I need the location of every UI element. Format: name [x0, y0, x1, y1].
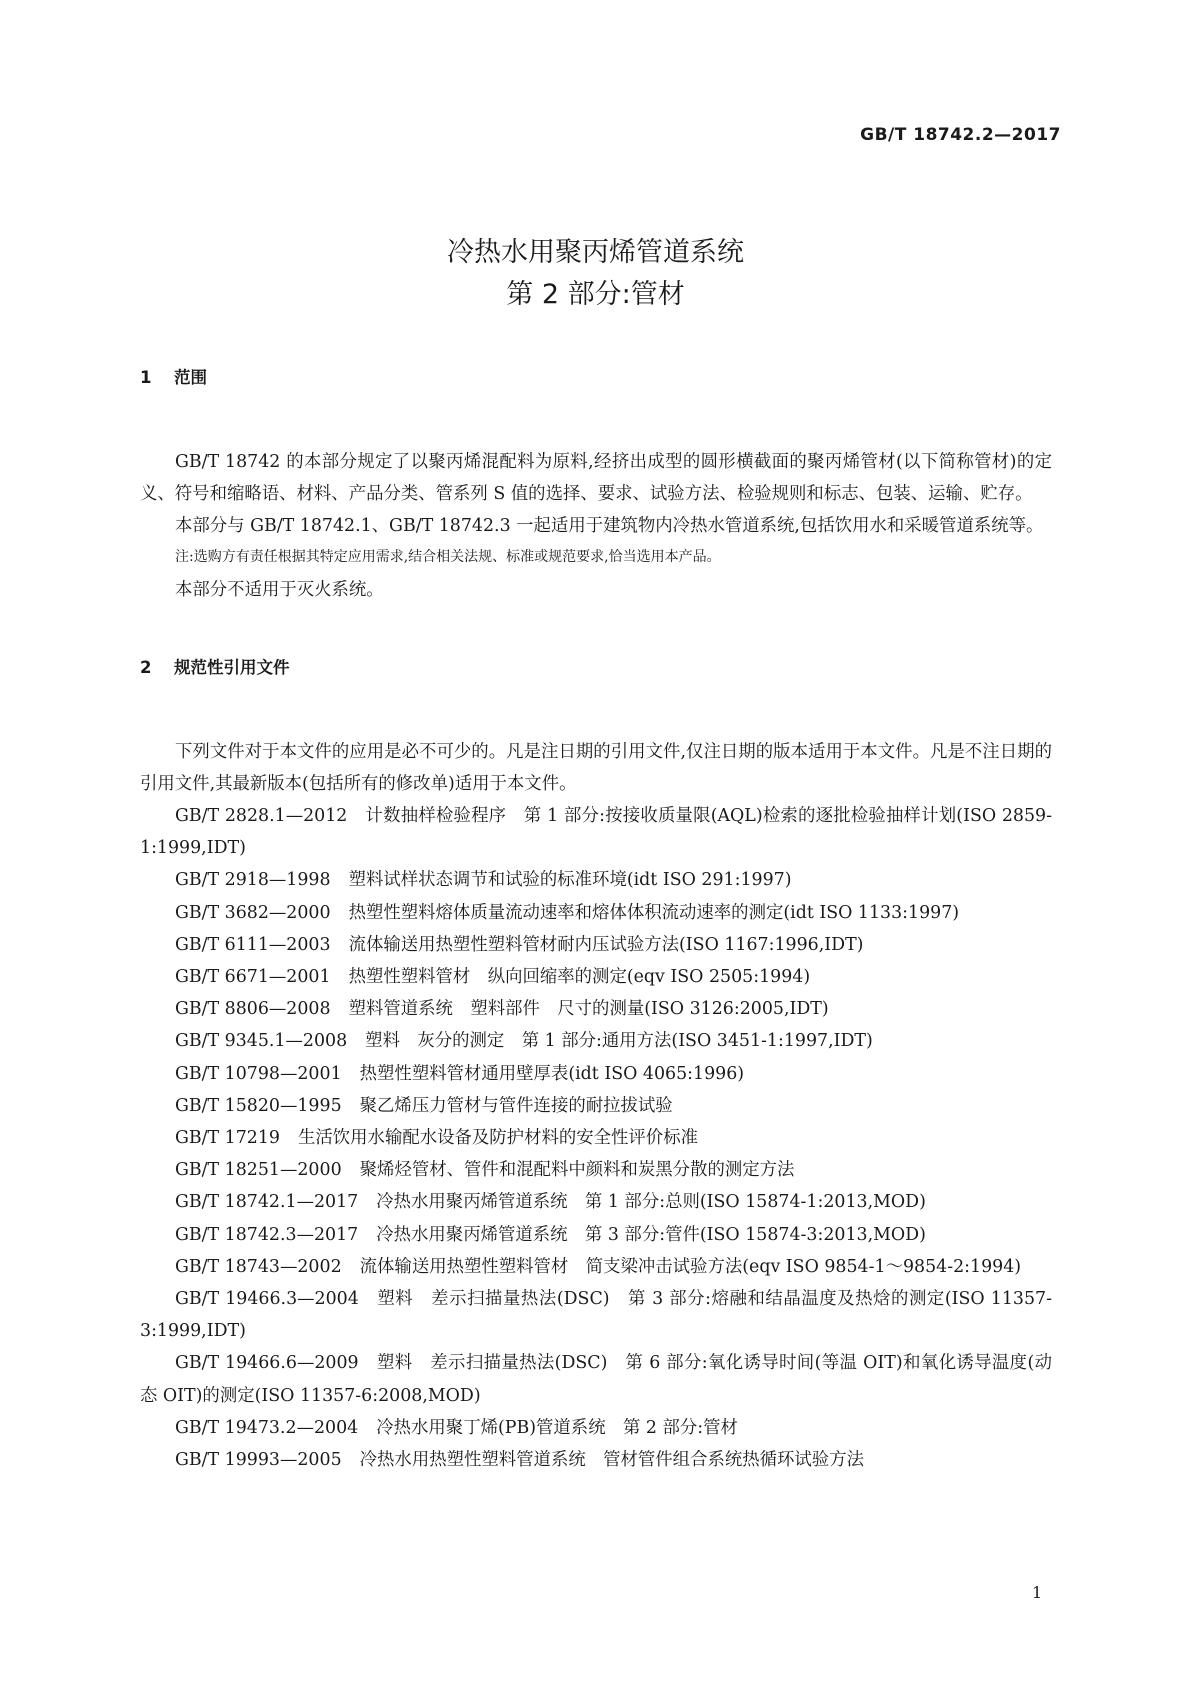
references-intro: 下列文件对于本文件的应用是必不可少的。凡是注日期的引用文件,仅注日期的版本适用于本文件。凡是不注日期的引用文件,其最新版本(包括所有的修改单)适用于本文件。: [140, 742, 1052, 794]
reference-item: [140, 1186, 1052, 1218]
reference-code: GB/T 6671—2001: [175, 967, 331, 988]
title-line-1: 冷热水用聚丙烯管道系统: [447, 237, 744, 268]
reference-code: GB/T 8806—2008: [175, 999, 331, 1020]
document-title: [0, 232, 1191, 316]
reference-code: GB/T 18251—2000: [175, 1160, 342, 1181]
reference-title: 冷热水用聚丙烯管道系统 第 1 部分:总则(ISO 15874-1:2013,MOD): [376, 1192, 926, 1213]
section-1-heading: [140, 368, 1052, 404]
reference-item: [140, 1412, 1052, 1444]
reference-item: [140, 1058, 1052, 1090]
reference-item: [140, 1444, 1052, 1476]
reference-item: [140, 1219, 1052, 1251]
reference-code: GB/T 19466.6—2009: [175, 1353, 359, 1374]
reference-code: GB/T 6111—2003: [175, 934, 331, 955]
reference-code: GB/T 10798—2001: [175, 1063, 342, 1084]
reference-code: GB/T 2828.1—2012: [175, 806, 348, 826]
reference-title: 塑料 差示扫描量热法(DSC) 第 6 部分:氧化诱导时间(等温 OIT)和氧化诱导温度(动态 OIT)的测定(ISO 11357-6:2008,MOD): [140, 1353, 1052, 1406]
section-2-heading: [140, 658, 1052, 694]
section-2-title: 规范性引用文件: [174, 658, 290, 677]
reference-item: [140, 993, 1052, 1025]
reference-code: GB/T 19473.2—2004: [175, 1417, 359, 1438]
reference-title: 冷热水用热塑性塑料管道系统 管材管件组合系统热循环试验方法: [359, 1450, 864, 1471]
scope-paragraph-1: GB/T 18742 的本部分规定了以聚丙烯混配料为原料,经挤出成型的圆形横截面的聚丙烯管材(以下简称管材)的定义、符号和缩略语、材料、产品分类、管系列 S 值的选择、要求、试验方法、检验规则和标志、包装、运输、贮存。: [140, 452, 1052, 504]
reference-item: [140, 1122, 1052, 1154]
reference-code: GB/T 15820—1995: [175, 1095, 342, 1116]
reference-title: 聚乙烯压力管材与管件连接的耐拉拔试验: [359, 1095, 673, 1116]
reference-code: GB/T 17219: [175, 1128, 280, 1149]
reference-item: [140, 929, 1052, 961]
document-body: [140, 368, 1052, 1476]
reference-title: 热塑性塑料熔体质量流动速率和熔体体积流动速率的测定(idt ISO 1133:1997): [348, 902, 960, 923]
reference-code: GB/T 2918—1998: [175, 870, 331, 891]
reference-title: 塑料 灰分的测定 第 1 部分:通用方法(ISO 3451-1:1997,IDT): [365, 1031, 873, 1052]
reference-code: GB/T 18743—2002: [175, 1256, 342, 1277]
reference-item: [140, 864, 1052, 896]
reference-item: [140, 1025, 1052, 1057]
reference-item: [140, 961, 1052, 993]
reference-title: 热塑性塑料管材通用壁厚表(idt ISO 4065:1996): [359, 1063, 745, 1084]
reference-title: 塑料试样状态调节和试验的标准环境(idt ISO 291:1997): [348, 870, 792, 891]
reference-item: [140, 1090, 1052, 1122]
reference-title: 生活饮用水输配水设备及防护材料的安全性评价标准: [297, 1128, 698, 1149]
reference-code: GB/T 9345.1—2008: [175, 1031, 348, 1052]
reference-title: 冷热水用聚丙烯管道系统 第 3 部分:管件(ISO 15874-3:2013,MOD): [376, 1224, 926, 1245]
scope-paragraph-2: 本部分与 GB/T 18742.1、GB/T 18742.3 一起适用于建筑物内冷热水管道系统,包括饮用水和采暖管道系统等。: [175, 516, 1044, 536]
reference-title: 计数抽样检验程序 第 1 部分:按接收质量限(AQL)检索的逐批检验抽样计划(ISO 2859-1:1999,IDT): [140, 806, 1052, 859]
section-1-number: 1: [140, 368, 152, 387]
scope-paragraph-3: 本部分不适用于灭火系统。: [175, 580, 384, 600]
reference-item: [140, 1283, 1052, 1347]
reference-code: GB/T 3682—2000: [175, 902, 331, 923]
reference-title: 流体输送用热塑性塑料管材 简支梁冲击试验方法(eqv ISO 9854-1～9854-2:1994): [359, 1256, 1022, 1277]
section-1-title: 范围: [174, 368, 207, 387]
reference-title: 冷热水用聚丁烯(PB)管道系统 第 2 部分:管材: [376, 1417, 738, 1438]
reference-code: GB/T 18742.1—2017: [175, 1192, 359, 1213]
reference-code: GB/T 19466.3—2004: [175, 1289, 359, 1310]
reference-title: 聚烯烃管材、管件和混配料中颜料和炭黑分散的测定方法: [359, 1160, 795, 1181]
reference-item: [140, 1251, 1052, 1283]
reference-title: 塑料 差示扫描量热法(DSC) 第 3 部分:熔融和结晶温度及热焓的测定(ISO 11357-3:1999,IDT): [140, 1289, 1052, 1342]
title-line-2: 第 2 部分:管材: [506, 279, 685, 310]
reference-title: 热塑性塑料管材 纵向回缩率的测定(eqv ISO 2505:1994): [348, 967, 811, 988]
reference-item: [140, 1154, 1052, 1186]
section-2-number: 2: [140, 658, 152, 677]
reference-code: GB/T 18742.3—2017: [175, 1224, 359, 1245]
reference-item: [140, 1347, 1052, 1411]
standard-code: GB/T 18742.2—2017: [860, 125, 1061, 145]
reference-list: [140, 800, 1052, 1476]
reference-item: [140, 897, 1052, 929]
reference-item: [140, 800, 1052, 864]
scope-note: 注:选购方有责任根据其特定应用需求,结合相关法规、标准或规范要求,恰当选用本产品。: [175, 549, 721, 565]
reference-title: 流体输送用热塑性塑料管材耐内压试验方法(ISO 1167:1996,IDT): [348, 934, 864, 955]
reference-code: GB/T 19993—2005: [175, 1450, 342, 1471]
reference-title: 塑料管道系统 塑料部件 尺寸的测量(ISO 3126:2005,IDT): [348, 999, 829, 1020]
page-number: 1: [1032, 1583, 1043, 1602]
